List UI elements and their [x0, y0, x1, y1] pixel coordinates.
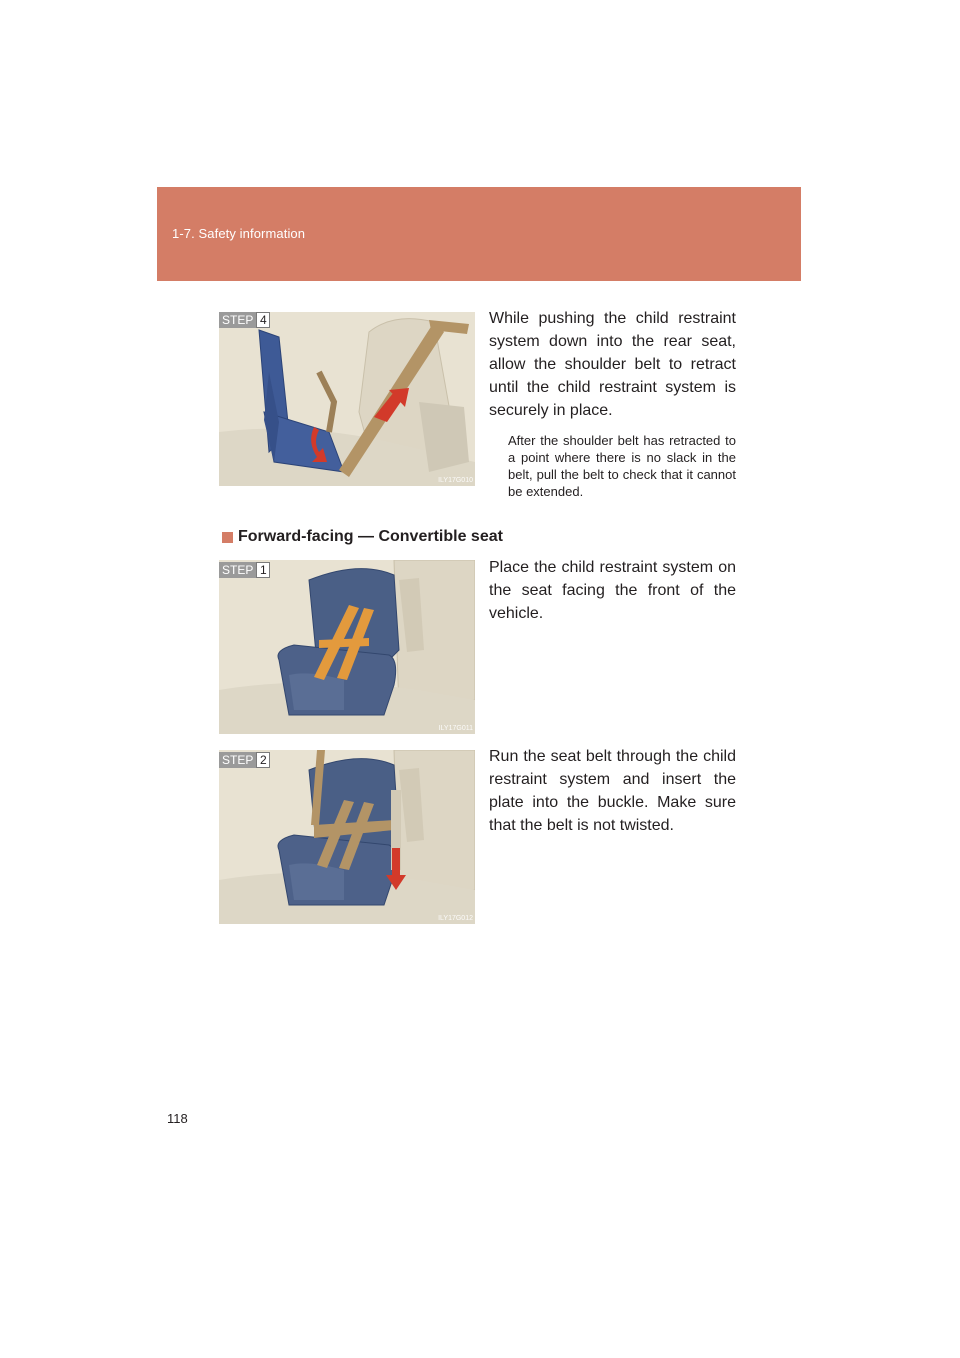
step-number: 4	[256, 312, 270, 328]
step1-illustration	[219, 560, 475, 734]
square-bullet-icon	[222, 532, 233, 543]
step-number: 2	[256, 752, 270, 768]
step-badge-1	[219, 562, 270, 578]
step1-instruction: Place the child restraint system on the seat facing the front of the vehicle.	[489, 559, 736, 622]
step-label: STEP	[219, 312, 256, 328]
step-number: 1	[256, 562, 270, 578]
step-label: STEP	[219, 562, 256, 578]
section-title: 1-7. Safety information	[172, 226, 306, 241]
subheading-text: Forward-facing — Convertible seat	[238, 528, 503, 545]
step2-illustration	[219, 750, 475, 924]
step2-instruction: Run the seat belt through the child restraint system and insert the plate into the buckle. Make sure that the belt is not twisted.	[489, 748, 736, 834]
figure-code: ILY17G012	[438, 915, 473, 922]
page-number: 118	[167, 1111, 188, 1126]
figure-code: ILY17G011	[438, 725, 473, 732]
section-subheading	[222, 528, 503, 546]
step-badge-2	[219, 752, 270, 768]
step4-instruction: While pushing the child restraint system down into the rear seat, allow the shoulder belt to retract until the child restraint system is securely in place.	[489, 310, 736, 419]
step4-note: After the shoulder belt has retracted to a point where there is no slack in the belt, pull the belt to check that it cannot be extended.	[508, 433, 736, 499]
step4-illustration	[219, 312, 475, 486]
figure-code: ILY17G010	[438, 477, 473, 484]
step-badge-4	[219, 312, 270, 328]
step-label: STEP	[219, 752, 256, 768]
